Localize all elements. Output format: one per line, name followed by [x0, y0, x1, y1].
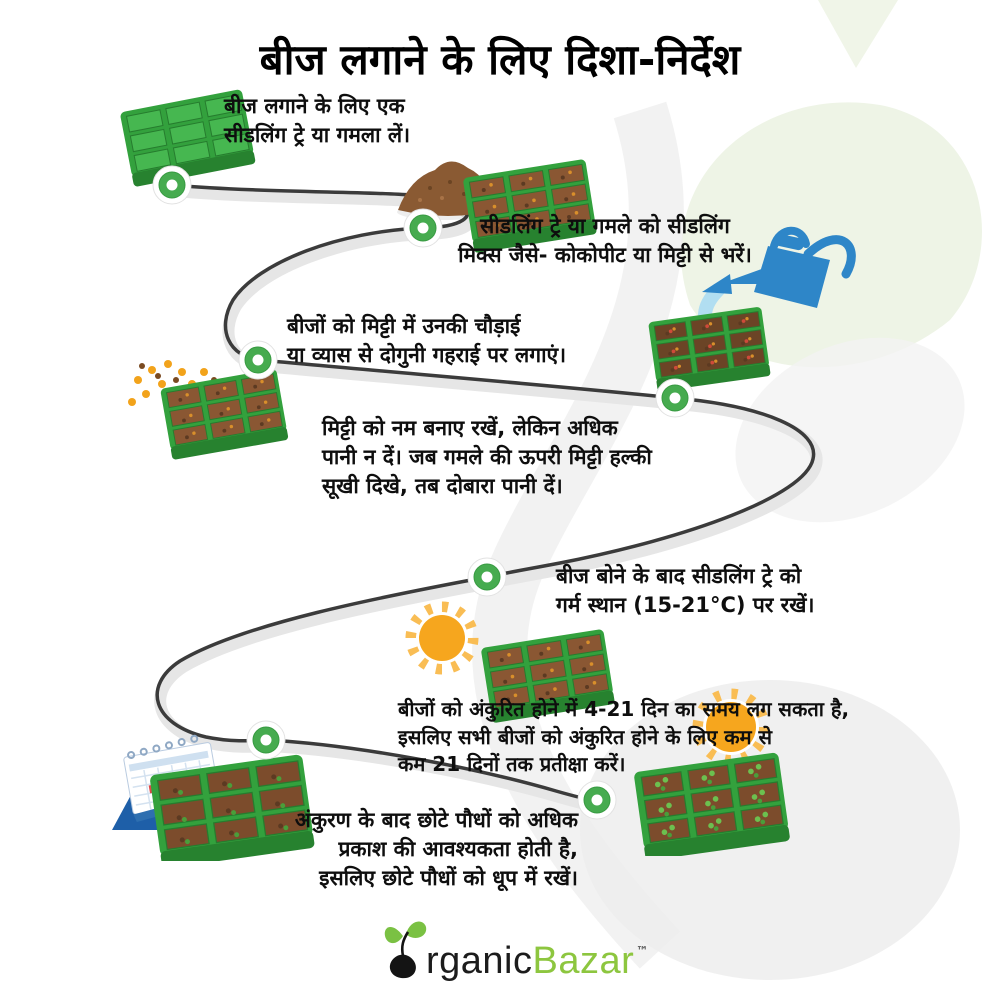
- step-text-line: कम 21 दिनों तक प्रतीक्षा करें।: [398, 752, 626, 777]
- sun-icon: [400, 596, 484, 680]
- step-text-line: बीज बोने के बाद सीडलिंग ट्रे को: [556, 564, 802, 588]
- step-text-line: सीडलिंग ट्रे या गमला लें।: [224, 122, 411, 147]
- step-7-text: [258, 806, 578, 893]
- step-5-text: [556, 562, 814, 620]
- step-text-line: सूखी दिखे, तब दोबारा पानी दें।: [322, 473, 563, 498]
- step-text-line: बीजों को अंकुरित होने में 4-21 दिन का समय लग सकता है,: [398, 697, 850, 721]
- step-text-line: मिट्टी को नम बनाए रखें, लेकिन अधिक: [322, 416, 618, 440]
- seeded-tray-watered-icon: [645, 298, 795, 408]
- page-title: बीज लगाने के लिए दिशा-निर्देश: [259, 35, 741, 85]
- step-text-line: बीजों को मिट्टी में उनकी चौड़ाई: [287, 314, 521, 338]
- step-text-line: गर्म स्थान (15-21°C) पर रखें।: [556, 592, 815, 617]
- logo-word-green: Bazar: [532, 940, 635, 982]
- step-text-line: इसलिए छोटे पौधों को धूप में रखें।: [319, 865, 578, 890]
- step-text-line: इसलिए सभी बीजों को अंकुरित होने के लिए कम से: [398, 724, 773, 749]
- step-text-line: मिक्स जैसे- कोकोपीट या मिट्टी से भरें।: [458, 242, 752, 267]
- sown-tray-icon: [156, 360, 306, 470]
- step-text-line: पानी न दें। जब गमले की ऊपरी मिट्टी हल्की: [322, 444, 652, 469]
- step-text-line: बीज लगाने के लिए एक: [224, 94, 405, 118]
- step-text-line: अंकुरण के बाद छोटे पौधों को अधिक: [294, 808, 578, 832]
- step-6-text: [398, 696, 849, 779]
- brand-logo: [383, 918, 648, 980]
- step-4-text: [322, 414, 652, 501]
- logo-trademark: ™: [636, 944, 649, 958]
- step-1-text: [224, 92, 410, 150]
- step-text-line: प्रकाश की आवश्यकता होती है,: [338, 836, 578, 861]
- logo-seed-sprout-icon: [383, 918, 429, 980]
- step-2-text: [440, 212, 770, 270]
- step-text-line: सीडलिंग ट्रे या गमले को सीडलिंग: [480, 214, 730, 238]
- step-text-line: या व्यास से दोगुनी गहराई पर लगाएं।: [287, 342, 567, 367]
- logo-word-black: rganic: [426, 940, 533, 982]
- step-3-text: [287, 312, 566, 370]
